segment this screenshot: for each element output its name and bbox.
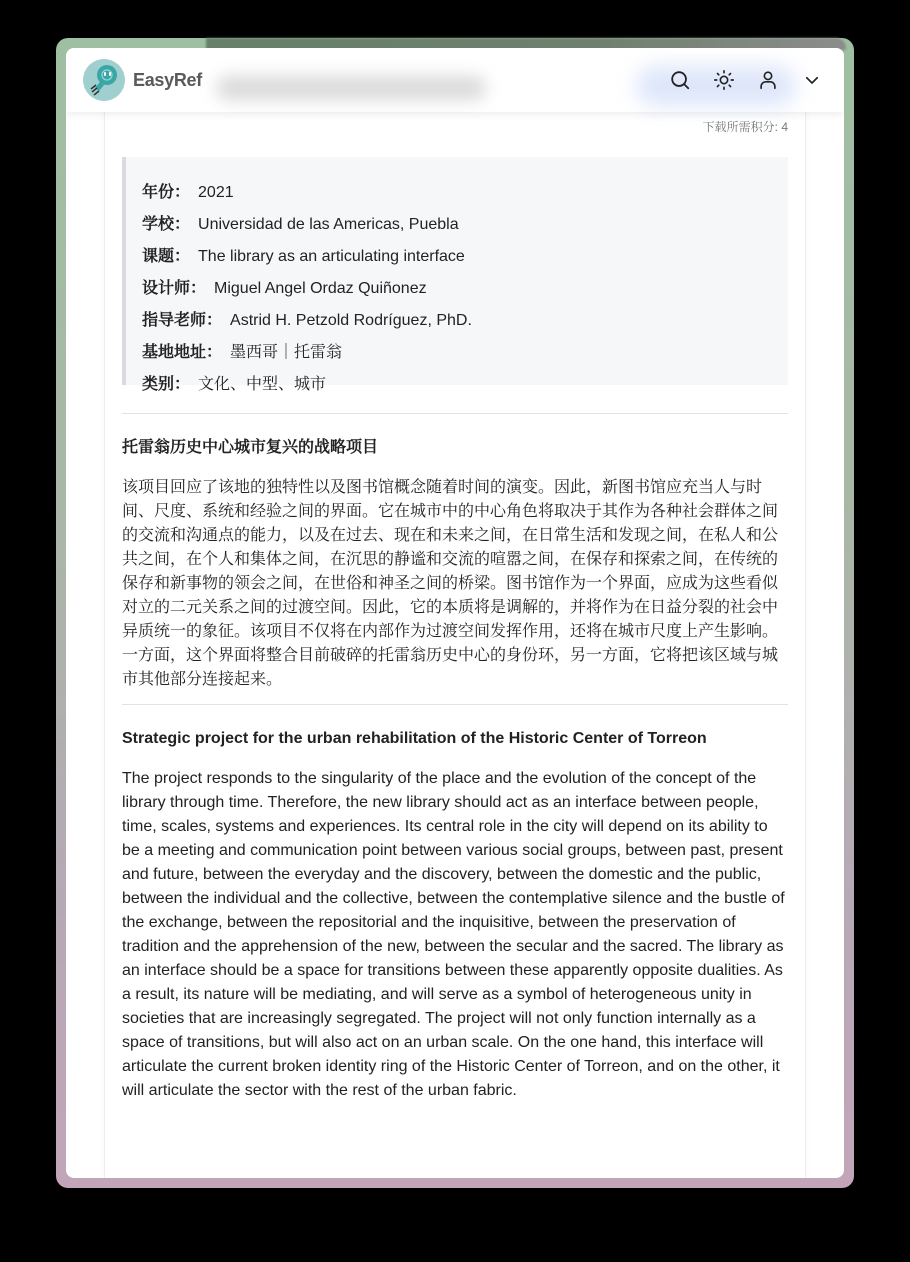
info-row-topic — [142, 241, 772, 273]
info-value: 2021 — [198, 184, 234, 201]
project-info-box — [122, 157, 788, 393]
brand-name[interactable]: EasyRef — [133, 70, 202, 90]
user-icon[interactable] — [756, 68, 780, 92]
article-content — [122, 157, 788, 1103]
section-title-zh: 托雷翁历史中心城市复兴的战略项目 — [122, 439, 379, 456]
info-value: 墨西哥｜托雷翁 — [230, 344, 343, 361]
info-row-advisor — [142, 305, 772, 337]
divider — [122, 704, 788, 705]
info-row-site — [142, 337, 772, 369]
sun-icon[interactable] — [712, 68, 736, 92]
blurred-nav-links — [216, 76, 486, 100]
info-key: 年份： — [142, 184, 191, 201]
info-row-designer — [142, 273, 772, 305]
chevron-down-icon[interactable] — [800, 68, 824, 92]
divider — [122, 413, 788, 414]
browser-window — [66, 48, 844, 1178]
info-row-school — [142, 209, 772, 241]
section-body-zh: 该项目回应了该地的独特性以及图书馆概念随着时间的演变。因此，新图书馆应充当人与时间、尺度、系统和经验之间的界面。它在城市中的中心角色将取决于其作为各种社会群体之间的交流和沟通点的能力，以及在过去、现在和未来之间，在日常生活和发现之间，在私人和公共之间，在个人和集体之间，在沉思的静谧和交流的喧嚣之间，在保存和探索之间，在传统的保存和新事物的领会之间，在世俗和神圣之间的桥梁。图书馆作为一个界面，应成为这些看似对立的二元关系之间的过渡空间。因此，它的本质将是调解的，并将作为在日益分裂的社会中异质统一的象征。该项目不仅将在内部作为过渡空间发挥作用，还将在城市尺度上产生影响。一方面，这个界面将整合目前破碎的托雷翁历史中心的身份环，另一方面，它将把该区域与城市其他部分连接起来。 — [122, 479, 779, 688]
info-value: 文化、中型、城市 — [198, 376, 327, 393]
top-navbar — [66, 48, 844, 112]
download-points: 下载所需积分: 4 — [702, 120, 788, 134]
info-value: The library as an articulating interface — [198, 248, 465, 265]
search-icon[interactable] — [668, 68, 692, 92]
info-value: Astrid H. Petzold Rodríguez, PhD. — [230, 312, 472, 329]
info-value: Universidad de las Americas, Puebla — [198, 216, 459, 233]
header-actions — [668, 68, 824, 92]
info-key: 设计师： — [142, 280, 207, 297]
info-row-year — [142, 177, 772, 209]
info-key: 基地地址： — [142, 344, 223, 361]
info-row-category — [142, 369, 772, 401]
info-key: 学校： — [142, 216, 191, 233]
info-value: Miguel Angel Ordaz Quiñonez — [214, 280, 427, 297]
info-key: 类别： — [142, 376, 191, 393]
section-title-en: Strategic project for the urban rehabilitation of the Historic Center of Torreon — [122, 730, 707, 747]
section-body-en: The project responds to the singularity of the place and the evolution of the concept of the library through time. Therefore, the new library should act as an interface between people, time, scales, systems and experiences. Its central role in the city will depend on its ability to be a meeting and communication point between various social groups, between past, present and future, between the everyday and the discovery, between the domestic and the public, between the individual and the collective, between the contemplative silence and the bustle of the exchange, between the repositorial and the inquisitive, between the preservation of tradition and the apprehension of the new, between the secular and the sacred. The library as an interface should be a space for transitions between these apparently opposite dualities. As a result, its nature will be mediating, and will serve as a symbol of heterogeneous unity in societies that are increasingly segregated. The project will not only function internally as a space of transitions, but will also act on an urban scale. On the one hand, this interface will articulate the current broken identity ring of the Historic Center of Torreon, and on the other, it will articulate the sector with the rest of the urban fabric. — [122, 770, 785, 1099]
logo-icon[interactable] — [82, 58, 126, 102]
info-key: 指导老师： — [142, 312, 223, 329]
info-key: 课题： — [142, 248, 191, 265]
